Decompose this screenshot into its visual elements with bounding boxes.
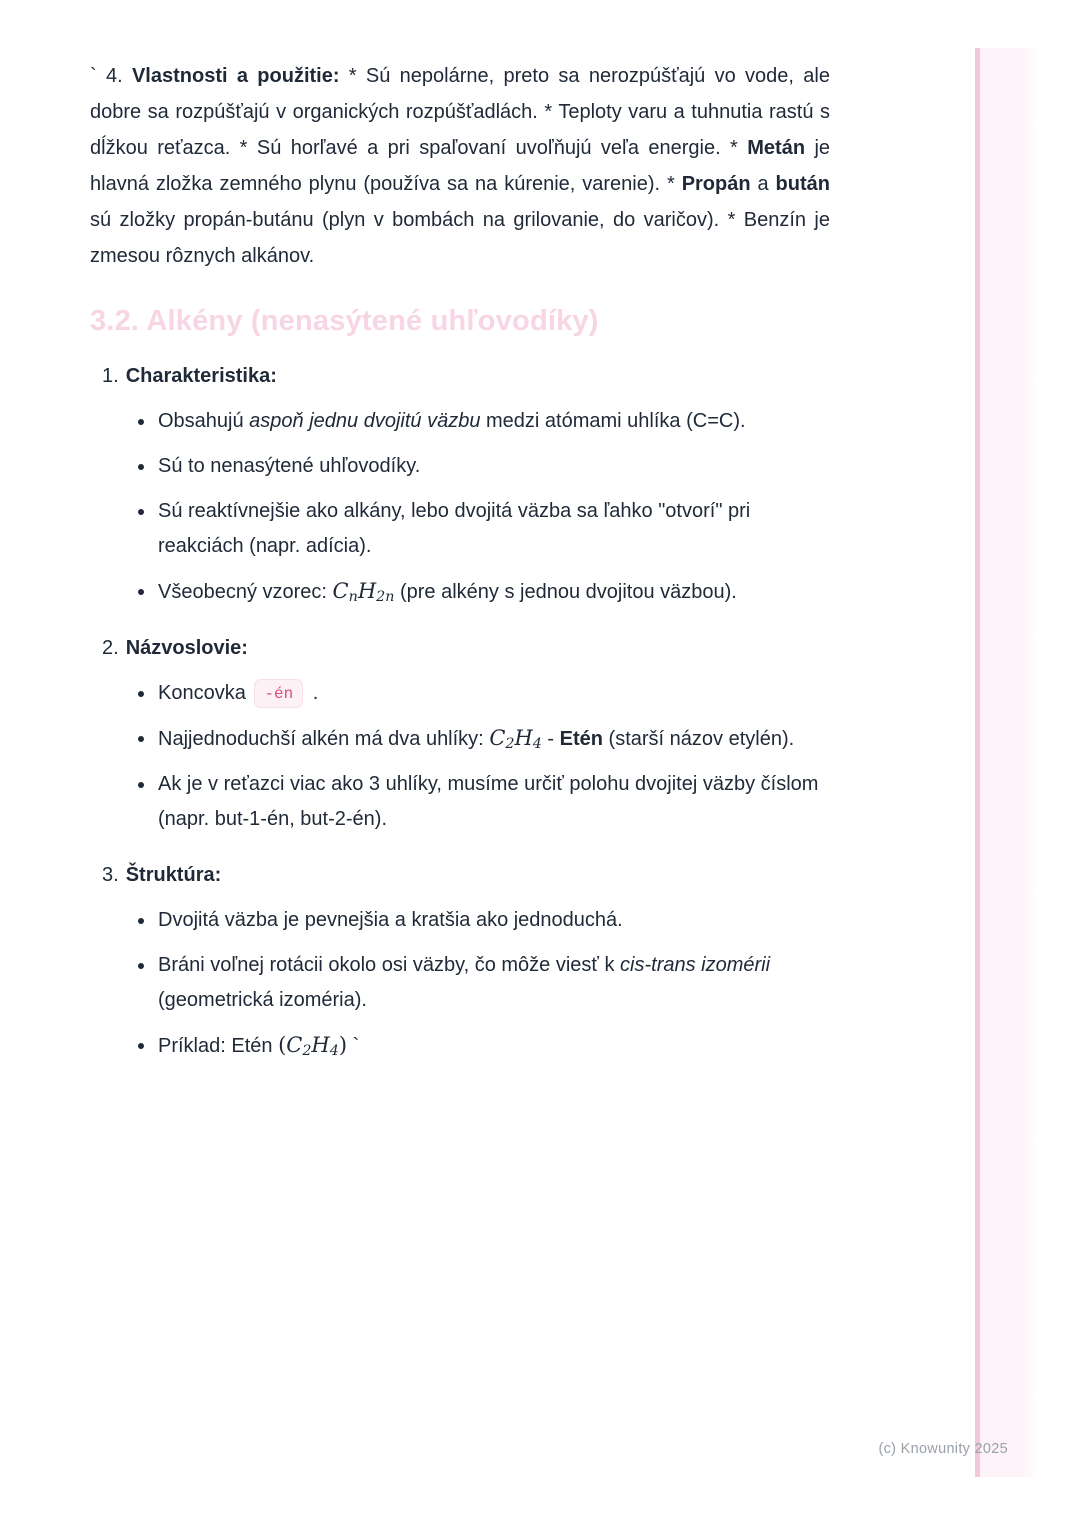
intro-paragraph: ` 4. Vlastnosti a použitie: * Sú nepolárne, preto sa nerozpúšťajú vo vode, ale dobre sa rozpúšťajú v organických rozpúšťadlách. * Teploty varu a tuhnutia rastú s dĺžkou reťazca. * Sú horľavé a pri spaľovaní uvoľňujú veľa energie. * Metán je hlavná zložka zemného plynu (používa sa na kúrenie, varenie). * Propán a bután sú zložky propán-butánu (plyn v bombách na grilovanie, do varičov). * Benzín je zmesou rôznych alkánov. — [90, 65, 831, 267]
section-item — [90, 630, 830, 837]
bullet-list — [90, 903, 830, 1064]
section-title — [90, 358, 830, 394]
section-title-text: Štruktúra: — [125, 864, 222, 886]
bullet-item: Ak je v reťazci viac ako 3 uhlíky, musíme určiť polohu dvojitej väzby číslom (napr. but-1-én, but-2-én). — [90, 767, 830, 837]
section-title — [90, 630, 830, 666]
chemical-formula: $C_2H_4$ — [489, 726, 542, 753]
section-title-text: Názvoslovie: — [125, 637, 248, 659]
bullet-item: Obsahujú aspoň jednu dvojitú väzbu medzi atómami uhlíka (C=C). — [90, 404, 830, 439]
copyright-note: (c) Knowunity 2025 — [878, 1441, 1008, 1457]
bullet-item: Všeobecný vzorec: $C_nH_{2n}$ (pre alkény s jednou dvojitou väzbou). — [90, 574, 830, 610]
bullet-list — [90, 404, 830, 610]
bullet-item: Príklad: Etén $(C_2H_4)$ ` — [90, 1028, 830, 1064]
section-number: 2. — [102, 637, 119, 659]
bullet-item: Koncovka -én . — [90, 676, 830, 711]
bullet-item: Bráni voľnej rotácii okolo osi väzby, čo môže viesť k cis-trans izomérii (geometrická izoméria). — [90, 948, 830, 1018]
bullet-item: Sú reaktívnejšie ako alkány, lebo dvojitá väzba sa ľahko "otvorí" pri reakciách (napr. adícia). — [90, 494, 830, 564]
bullet-list — [90, 676, 830, 837]
section-title-text: Charakteristika: — [125, 365, 277, 387]
bullet-item: Sú to nenasýtené uhľovodíky. — [90, 449, 830, 484]
inline-code-chip: -én — [254, 679, 303, 708]
chemical-formula: $C_nH_{2n}$ — [332, 579, 395, 606]
page-edge-accent-wash — [980, 48, 1036, 1477]
section-number: 1. — [102, 365, 119, 387]
section-title — [90, 857, 830, 893]
chemical-formula: $(C_2H_4)$ — [278, 1033, 348, 1060]
page-edge-accent-bar — [975, 48, 980, 1477]
sections-list — [90, 358, 830, 1064]
document-content — [90, 58, 830, 1064]
section-item — [90, 857, 830, 1064]
section-heading: 3.2. Alkény (nenasýtené uhľovodíky) — [90, 305, 599, 337]
section-number: 3. — [102, 864, 119, 886]
section-item — [90, 358, 830, 610]
bullet-item: Dvojitá väzba je pevnejšia a kratšia ako jednoduchá. — [90, 903, 830, 938]
bullet-item: Najjednoduchší alkén má dva uhlíky: $C_2H_4$ - Etén (starší názov etylén). — [90, 721, 830, 757]
